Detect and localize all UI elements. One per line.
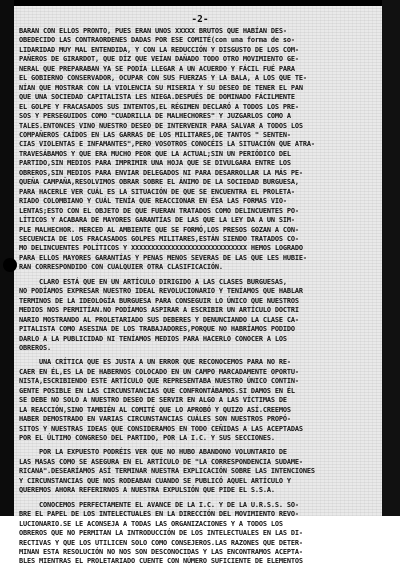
text-line: LA REACCIÓN,SINO TAMBIÉN AL COMITÉ QUE LO APROBÓ Y QUIZO ASÍ.CREEMOS [19, 405, 291, 414]
text-line: LUCIONARIO.SE LE ACONSEJA A TODAS LAS ORGANIZACIONES Y A TODOS LOS [19, 519, 283, 528]
text-line: TALES.ENTONCES VINO NUESTRO DESEO DE INTERVENIR PARA SALVAR A TODOS LOS [19, 121, 303, 130]
paragraph [19, 27, 385, 273]
text-line: NO PODÍAMOS EXPRESAR NUESTRO IDEAL REVOLUCIONARIO Y TENÍAMOS QUE HABLAR [19, 287, 303, 296]
paragraph [19, 448, 385, 495]
text-line: QUE UNA SOCIEDAD CAPITALISTA LES NIEGA.DESPUÉS DE DOMINADO FÁCILMENTE [19, 93, 295, 102]
text-line: OBREROS QUE NO PERMITAN LA INTRODUCCIÓN DE LOS INTELECTUALES EN LAS DI- [19, 529, 303, 538]
body-text [19, 27, 385, 567]
text-line: Y CIRCUNSTANCIAS QUE NOS RODEABAN CUANDO SE PUBLICÓ AQUEL ARTÍCULO Y [19, 476, 291, 485]
text-line: TRAVESÁBAMOS Y QUE ERA MUCHO PEOR QUE LA ACTUAL;SIN UN PERIÓDICO DEL [19, 149, 291, 158]
text-line: UNA CRÍTICA QUE ES JUSTA A UN ERROR QUE RECONOCEMOS PARA NO RE- [19, 358, 291, 367]
text-line: MEDIOS NOS PERMITÍAN.NO PODÍAMOS ASPIRAR A ESCRIBIR UN ARTÍCULO DOCTRI [19, 306, 299, 315]
text-line: RAN CORRESPONDIDO CON CUALQUIER OTRA CLASIFICACIÓN. [19, 263, 223, 272]
text-line: RECTIVAS Y QUE LOS UTILICEN SOLO COMO CONSEJEROS.LAS RAZONES QUE DETER- [19, 538, 303, 547]
text-line: BARAN CON ELLOS PRONTO, PUES ERAN UNOS XXXXX BRUTOS QUE HABÍAN DES- [19, 27, 287, 35]
text-line: PLE MALHECHOR. MERCED AL AMBIENTE QUE SE FORMÓ,LOS PRESOS GOZAN A CON- [19, 225, 299, 234]
text-line: SE DEBE NO SOLO A NUESTRO DESEO DE SERVIR EN ALGO A LAS VÍCTIMAS DE [19, 396, 287, 405]
text-line: RIADO COLOMBIANO Y CUÁL TENÍA QUE REACCIONAR EN ÉSA LAS FORMAS VIO- [19, 197, 287, 206]
text-line: NÍAN QUE MOSTRAR CON LA VIOLENCIA SU MISERIA Y SU DESEO DE TENER EL PAN [19, 83, 303, 92]
text-line: MO DELINCUENTES POLÍTICOS Y XXXXXXXXXXXXXXXXXXXXXXXXXXXXX HEMOS LOGRADO [19, 244, 303, 253]
text-line: PAÑEROS DE GIRARDOT, QUE DÍZ QUE VEÍAN DAÑADO TODO OTRO MOVIMIENTO GE- [19, 55, 299, 64]
paragraph [19, 501, 385, 567]
text-line: OBEDECIDO LAS CONTRAORDENES DADAS POR ESE COMITÉ(con una forma de so- [19, 36, 295, 45]
text-line: EL GOBIERNO CONSERVADOR, OCUPAR CON SUS FUERZAS Y LA BALA, A LOS QUE TE- [19, 74, 307, 83]
paragraph [19, 278, 385, 354]
punch-hole [3, 258, 17, 272]
text-line: CLARO ESTÁ QUE EN UN ARTÍCULO DIRIGIDO A LAS CLASES BURGUESAS, [19, 277, 287, 286]
paragraph [19, 358, 385, 443]
text-line: NERAL QUE PREPARABAN YA SE PODÍA LLEGAR A UN ACUERDO Y FÁCIL FUÉ PARA [19, 64, 295, 73]
text-line: PARTIDO,SIN MEDIOS PARA IMPRIMIR UNA HOJA QUE SE DIVULGARA ENTRE LOS [19, 159, 291, 168]
text-line: LENTAS;ESTO CON EL OBJETO DE QUE FUERAN TRATADOS COMO DELINCUENTES PO- [19, 206, 299, 215]
text-line: SOS Y PERSEGUIDOS COMO "CUADRILLA DE MALHECHORES" Y JUZGARLOS COMO A [19, 112, 291, 121]
text-line: BLES MIENTRAS EL PROLETARIADO CUENTE CON NÚMERO SUFICIENTE DE ELEMENTOS [19, 557, 303, 566]
text-line: CAER EN ÉL,ES LA DE HABERNOS COLOCADO EN UN CAMPO MARCADAMENTE OPORTU- [19, 367, 299, 376]
text-line: CIAS VIOLENTAS E INFAMANTES",PERO VOSOTROS CONOCÉIS LA SITUACIÓN QUE ATRA- [19, 140, 315, 149]
text-line: CONOCEMOS PERFECTAMENTE EL AVANCE DE LA I.C. Y DE LA U.R.S.S. SO- [19, 500, 299, 509]
text-line: DARLO A LA PUBLICIDAD NI TENÍAMOS MEDIOS PARA HACERLO CONOCER A LOS [19, 334, 287, 343]
text-line: POR EL ÚLTIMO CONGRESO DEL PARTIDO, POR LA I.C. Y SUS SECCIONES. [19, 434, 275, 443]
text-line: QUEÑA CAMPAÑA,RESOLVIMOS OBRAR SOBRE EL ÁNIMO DE LA SOCIEDAD BURGUESA, [19, 178, 299, 187]
text-line: OBREROS,SIN MEDIOS PARA ENVIAR DELEGADOS NI PARA DESARROLLAR LA MÁS PE- [19, 168, 303, 177]
text-line: MINAN ESTA RESOLUCIÓN NO NOS SON DESCONOCIDAS Y LAS ENCONTRAMOS ACEPTA- [19, 548, 303, 557]
text-line: PITALISTA COMO ASESINA DE LOS TRABAJADORES,PORQUE NO HABRÍAMOS PODIDO [19, 325, 295, 334]
text-line: SITOS Y NUESTRAS IDEAS QUE CONSIDERAMOS EN TODO CEÑIDAS A LAS ACEPTADAS [19, 424, 303, 433]
text-line: HABER DEMOSTRADO EN VARIAS CIRCUNSTANCIAS CUÁLES SON NUESTROS PROPÓ- [19, 415, 291, 424]
text-line: NARIO MOSTRANDO AL PROLETARIADO SUS DEBERES Y DENUNCIANDO LA CLASE CA- [19, 315, 299, 324]
text-line: LAS MASAS COMO SE ASEGURA EN EL ARTÍCULO DE "LA CORRESPONDENCIA SUDAME- [19, 457, 303, 466]
text-line: SECUENCIA DE LOS FRACASADOS GOLPES MILITARES,ESTÁN SIENDO TRATADOS CO- [19, 234, 299, 243]
text-line: OBREROS. [19, 343, 51, 352]
text-line: PARA ELLOS MAYORES GARANTÍAS Y PENAS MENOS SEVERAS DE LAS QUE LES HUBIE- [19, 253, 307, 262]
text-line: QUEREMOS AHORA REFERIRNOS A NUESTRA EXPULSIÓN QUE PIDE EL S.S.A. [19, 486, 275, 495]
text-line: LIDARIDAD MUY MAL ENTENDIDA, Y CON LA REDUCCIÓN Y DISGUSTO DE LOS COM- [19, 45, 299, 54]
text-line: POR LA EXPUESTO PODRÉIS VER QUE NO HUBO ABANDONO VOLUNTARIO DE [19, 448, 287, 457]
text-line: BRE EL PAPEL DE LOS INTELECTUALES EN LA DIRECCIÓN DEL MOVIMIENTO REVO- [19, 510, 299, 519]
text-line: GENTE POSIBLE EN LAS CIRCUNSTANCIAS QUE CONFRONTÁBAMOS.SI DAMOS EN ÉL [19, 386, 295, 395]
scan-edge-top [0, 0, 400, 6]
text-line: COMPAÑEROS CAÍDOS EN LAS GARRAS DE LOS MILITARES,DE TANTOS " SENTEN- [19, 130, 291, 139]
page-number: -2- [191, 14, 209, 25]
text-line: NISTA,ESCRIBIENDO ESTE ARTÍCULO QUE REPRESENTABA NUESTRO ÚNICO CONTIN- [19, 377, 299, 386]
text-line: RICANA".DESEARÍAMOS ASÍ TERMINAR NUESTRA EXPLICACIÓN SOBRE LAS INTENCIONES [19, 467, 315, 476]
text-line: PARA HACERLE VER CUÁL ES LA SITUACIÓN DE QUE SE ENCUENTRA EL PROLETA- [19, 187, 295, 196]
text-line: TERMINOS DE LA IDEOLOGÍA BURGUESA PARA CONSEGUIR LO ÚNICO QUE NUESTROS [19, 296, 299, 305]
text-line: LÍTICOS Y ACABARA DE MAYORES GARANTÍAS DE LAS QUE LA LEY DA A UN SIM- [19, 216, 295, 225]
text-line: EL GOLPE Y FRACASADOS SUS INTENTOS,EL RÉGIMEN DECLARÓ A TODOS LOS PRE- [19, 102, 299, 111]
